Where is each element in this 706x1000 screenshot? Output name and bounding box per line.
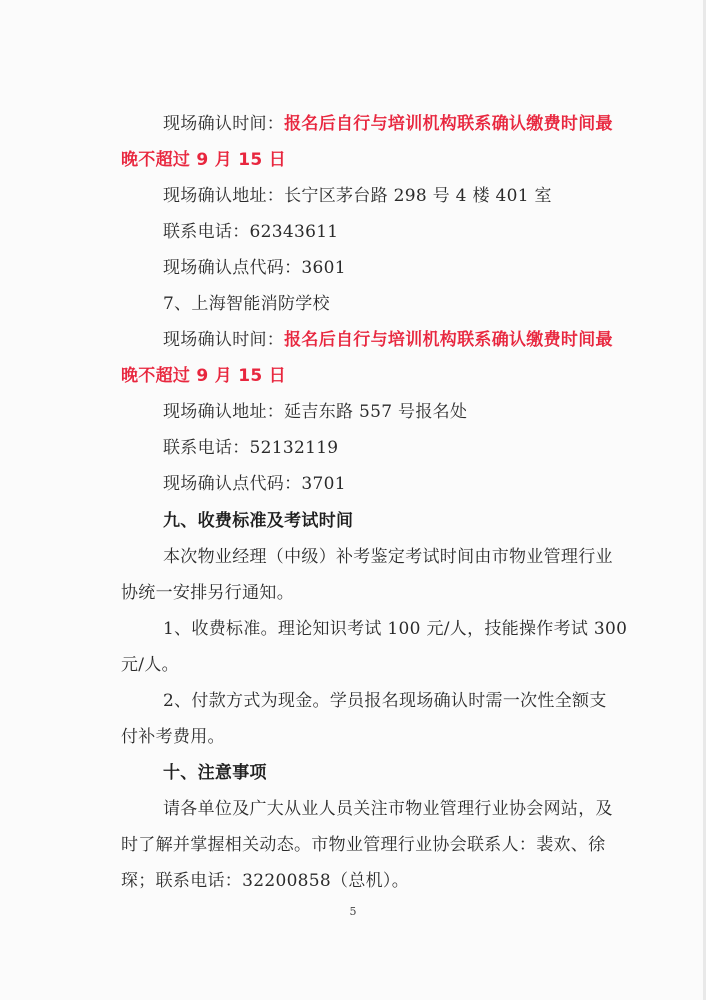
s7-confirm-time-line (163, 329, 613, 351)
section-9-paragraph-3: 2、付款方式为现金。学员报名现场确认时需一次性全额支 (163, 691, 607, 711)
s6-phone: 联系电话：62343611 (163, 222, 339, 242)
page-number: 5 (349, 905, 357, 918)
s7-confirm-code: 现场确认点代码：3701 (163, 474, 346, 494)
section-10-paragraph: 请各单位及广大从业人员关注市物业管理行业协会网站，及 (163, 799, 613, 819)
section-9-paragraph-2: 1、收费标准。理论知识考试 100 元/人，技能操作考试 300 (163, 619, 628, 639)
s6-confirm-code: 现场确认点代码：3601 (163, 258, 346, 278)
section-10-paragraph-cont-2: 琛；联系电话：32200858（总机）。 (121, 871, 410, 891)
s7-confirm-time-value-cont: 晚不超过 9 月 15 日 (121, 366, 287, 386)
s7-phone: 联系电话：52132119 (163, 438, 339, 458)
section-9-heading: 九、收费标准及考试时间 (163, 511, 354, 531)
section-9-paragraph-1: 本次物业经理（中级）补考鉴定考试时间由市物业管理行业 (163, 547, 613, 567)
s7-confirm-time-value: 报名后自行与培训机构联系确认缴费时间最 (284, 330, 613, 350)
s6-confirm-time-value: 报名后自行与培训机构联系确认缴费时间最 (284, 114, 613, 134)
s6-confirm-time-value-cont: 晚不超过 9 月 15 日 (121, 150, 287, 170)
s7-title: 7、上海智能消防学校 (163, 294, 330, 314)
section-9-paragraph-1-cont: 协统一安排另行通知。 (121, 583, 294, 603)
s6-confirm-time-line (163, 113, 613, 135)
s7-confirm-address: 现场确认地址：延吉东路 557 号报名处 (163, 402, 468, 422)
section-10-paragraph-cont-1: 时了解并掌握相关动态。市物业管理行业协会联系人：裴欢、徐 (121, 835, 606, 855)
section-9-paragraph-2-cont: 元/人。 (121, 655, 179, 675)
section-10-heading: 十、注意事项 (163, 763, 267, 783)
section-9-paragraph-3-cont: 付补考费用。 (121, 727, 225, 747)
s7-confirm-time-label: 现场确认时间： (163, 330, 285, 350)
s6-confirm-time-label: 现场确认时间： (163, 114, 285, 134)
s6-confirm-address: 现场确认地址：长宁区茅台路 298 号 4 楼 401 室 (163, 186, 552, 206)
